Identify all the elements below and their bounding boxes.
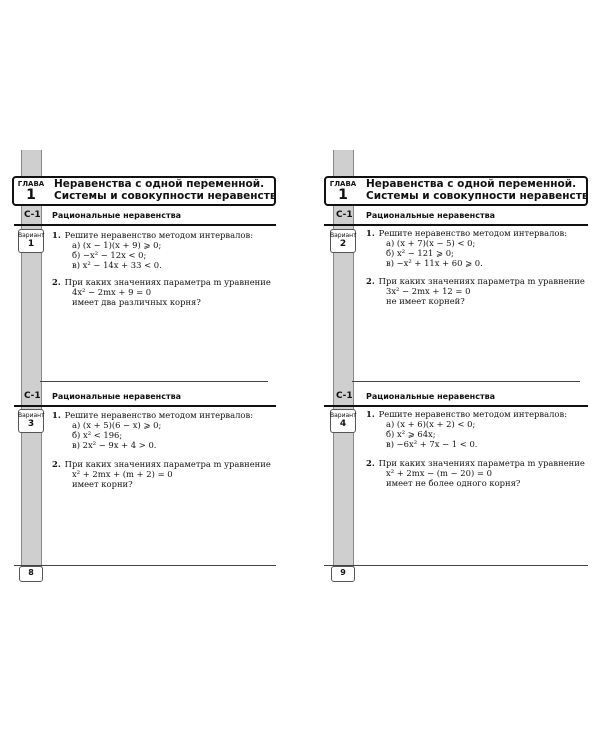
section-title: Рациональные неравенства bbox=[52, 211, 182, 220]
task-item-c: в) x² − 14x + 33 < 0. bbox=[72, 260, 162, 270]
task-intro: Решите неравенство методом интервалов: bbox=[378, 409, 568, 419]
section-title: Рациональные неравенства bbox=[366, 211, 496, 220]
page-right bbox=[300, 0, 600, 750]
task-number: 1. bbox=[366, 409, 375, 419]
section-divider bbox=[324, 405, 588, 407]
task-2 bbox=[366, 276, 585, 306]
task-number: 2. bbox=[52, 277, 61, 287]
task-intro: При каких значениях параметра m уравнение bbox=[64, 277, 271, 287]
section-title: Рациональные неравенства bbox=[52, 392, 182, 401]
page-number: 9 bbox=[340, 568, 346, 577]
section-code: С-1 bbox=[336, 391, 353, 401]
task-2 bbox=[52, 459, 271, 489]
block-divider bbox=[40, 381, 268, 382]
task-1 bbox=[366, 409, 567, 449]
task-item-b: б) x² − 121 ⩾ 0; bbox=[386, 248, 454, 258]
task-2 bbox=[366, 458, 585, 488]
task-item-a: а) (x + 6)(x + 2) < 0; bbox=[386, 419, 476, 429]
variant-number: 1 bbox=[27, 239, 35, 249]
task-equation: 3x² − 2mx + 12 = 0 bbox=[386, 286, 471, 296]
footer-divider bbox=[324, 565, 588, 566]
section-title: Рациональные неравенства bbox=[366, 392, 496, 401]
variant-badge bbox=[330, 409, 356, 433]
variant-badge bbox=[330, 229, 356, 253]
task-intro: Решите неравенство методом интервалов: bbox=[64, 410, 254, 420]
task-number: 2. bbox=[366, 458, 375, 468]
section-code: С-1 bbox=[24, 391, 41, 401]
task-1 bbox=[52, 410, 253, 450]
glava-label: ГЛАВА bbox=[329, 180, 357, 188]
task-question: имеет не более одного корня? bbox=[386, 478, 521, 488]
footer-divider bbox=[14, 565, 276, 566]
task-number: 1. bbox=[52, 410, 61, 420]
task-equation: x² + 2mx − (m − 20) = 0 bbox=[386, 468, 492, 478]
variant-label: Вариант bbox=[330, 412, 357, 419]
glava-number: 1 bbox=[26, 187, 36, 203]
task-number: 1. bbox=[366, 228, 375, 238]
page-number-badge bbox=[19, 566, 43, 582]
section-divider bbox=[324, 224, 588, 226]
task-item-b: б) x² < 196; bbox=[72, 430, 123, 440]
page-number: 8 bbox=[28, 568, 34, 577]
task-equation: 4x² − 2mx + 9 = 0 bbox=[72, 287, 152, 297]
section-divider bbox=[14, 405, 276, 407]
page-number-badge bbox=[331, 566, 355, 582]
task-2 bbox=[52, 277, 271, 307]
glava-number: 1 bbox=[338, 187, 348, 203]
chapter-title-line1: Неравенства с одной переменной. bbox=[54, 178, 265, 190]
variant-label: Вариант bbox=[18, 412, 45, 419]
block-divider bbox=[352, 381, 580, 382]
chapter-title-line2: Системы и совокупности неравенств bbox=[54, 190, 277, 202]
task-1 bbox=[366, 228, 567, 268]
task-item-c: в) −6x² + 7x − 1 < 0. bbox=[386, 439, 478, 449]
task-question: имеет два различных корня? bbox=[72, 297, 201, 307]
variant-badge bbox=[18, 229, 44, 253]
variant-number: 3 bbox=[27, 419, 35, 429]
task-number: 1. bbox=[52, 230, 61, 240]
task-item-b: б) x² ⩾ 64x; bbox=[386, 429, 436, 439]
task-equation: x² + 2mx + (m + 2) = 0 bbox=[72, 469, 173, 479]
variant-label: Вариант bbox=[18, 232, 45, 239]
chapter-title-line1: Неравенства с одной переменной. bbox=[366, 178, 577, 190]
task-intro: Решите неравенство методом интервалов: bbox=[378, 228, 568, 238]
task-item-a: а) (x + 5)(6 − x) ⩾ 0; bbox=[72, 420, 162, 430]
task-intro: При каких значениях параметра m уравнение bbox=[378, 276, 585, 286]
task-number: 2. bbox=[366, 276, 375, 286]
task-1 bbox=[52, 230, 253, 270]
section-code: С-1 bbox=[24, 210, 41, 220]
chapter-title-line2: Системы и совокупности неравенств bbox=[366, 190, 589, 202]
task-item-c: в) 2x² − 9x + 4 > 0. bbox=[72, 440, 157, 450]
variant-number: 2 bbox=[339, 239, 347, 249]
task-item-a: а) (x − 1)(x + 9) ⩾ 0; bbox=[72, 240, 162, 250]
task-question: имеет корни? bbox=[72, 479, 133, 489]
variant-number: 4 bbox=[339, 419, 347, 429]
glava-label: ГЛАВА bbox=[17, 180, 45, 188]
section-divider bbox=[14, 224, 276, 226]
task-number: 2. bbox=[52, 459, 61, 469]
task-item-b: б) −x² − 12x < 0; bbox=[72, 250, 147, 260]
task-intro: Решите неравенство методом интервалов: bbox=[64, 230, 254, 240]
task-item-c: в) −x² + 11x + 60 ⩾ 0. bbox=[386, 258, 483, 268]
section-code: С-1 bbox=[336, 210, 353, 220]
task-item-a: а) (x + 7)(x − 5) < 0; bbox=[386, 238, 476, 248]
variant-badge bbox=[18, 409, 44, 433]
task-intro: При каких значениях параметра m уравнение bbox=[378, 458, 585, 468]
task-intro: При каких значениях параметра m уравнение bbox=[64, 459, 271, 469]
variant-label: Вариант bbox=[330, 232, 357, 239]
task-question: не имеет корней? bbox=[386, 296, 465, 306]
